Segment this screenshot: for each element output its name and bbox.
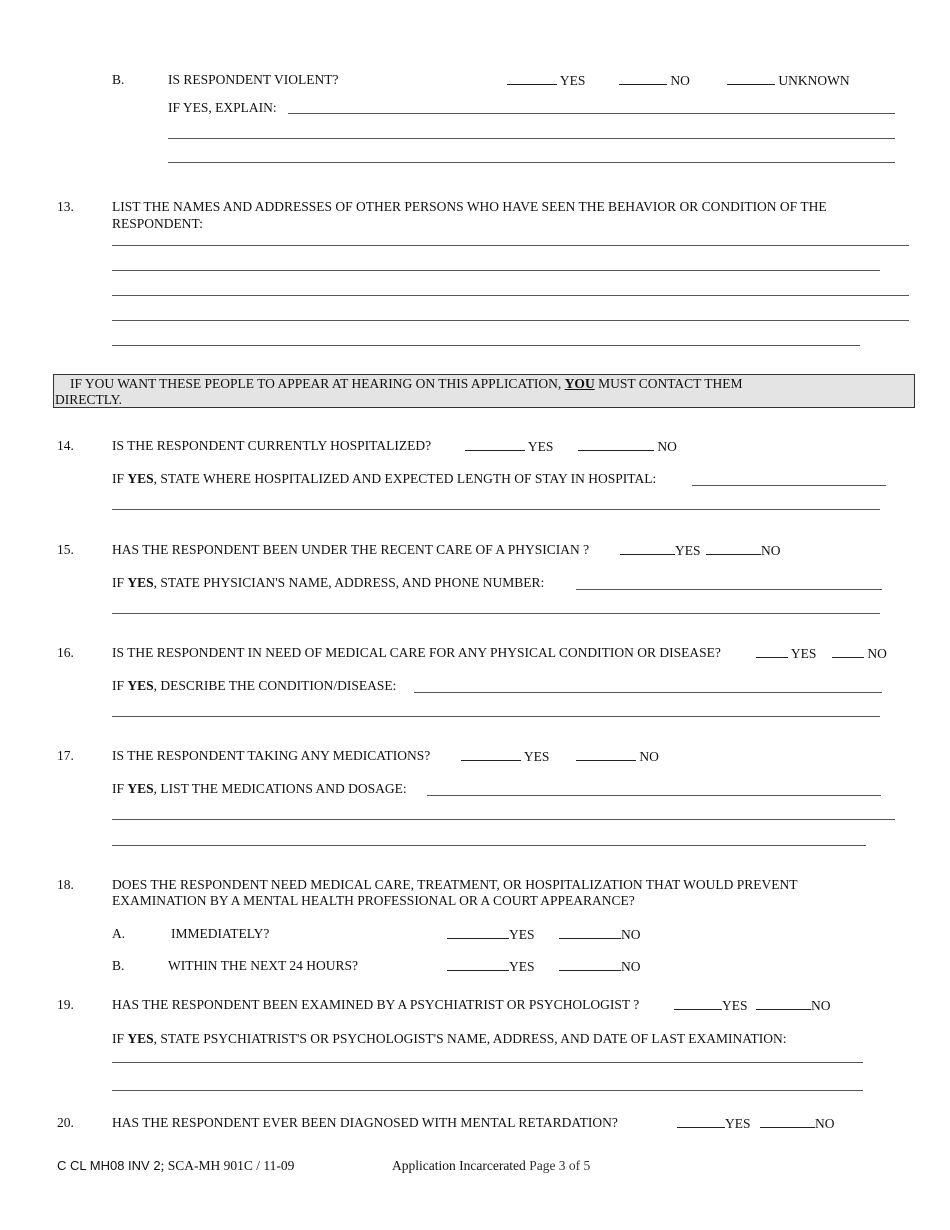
q19-number: 19. — [57, 997, 74, 1012]
q14-yes-label: YES — [527, 439, 554, 454]
q15-yes-blank[interactable] — [620, 542, 675, 555]
contact-notice-box — [53, 374, 915, 408]
q19-question: HAS THE RESPONDENT BEEN EXAMINED BY A PSYCHIATRIST OR PSYCHOLOGIST ? — [112, 997, 640, 1012]
q19-yes-blank[interactable] — [674, 997, 722, 1010]
q13-number: 13. — [57, 199, 74, 214]
q13-answer-line-1[interactable] — [112, 245, 909, 246]
q15-followup-line[interactable] — [576, 589, 882, 590]
q18b-no-blank[interactable] — [559, 958, 621, 971]
q14-yes-option[interactable] — [465, 438, 553, 456]
q13-answer-line-2[interactable] — [112, 270, 880, 271]
q12b-explain-label: IF YES, EXPLAIN: — [168, 100, 277, 115]
q14-if-prefix: IF — [112, 471, 125, 486]
q15-yes-label: YES — [675, 543, 701, 558]
q15-answer-line[interactable] — [112, 613, 880, 614]
q14-number: 14. — [57, 438, 74, 453]
q17-no-blank[interactable] — [576, 748, 636, 761]
q14-no-option[interactable] — [578, 438, 677, 456]
q16-no-option[interactable] — [832, 645, 887, 663]
q14-question: IS THE RESPONDENT CURRENTLY HOSPITALIZED? — [112, 438, 432, 453]
q18a-no-label: NO — [621, 927, 641, 942]
q19-answer-line-1[interactable] — [112, 1062, 863, 1063]
q17-no-label: NO — [639, 749, 659, 764]
q20-yes-blank[interactable] — [677, 1115, 725, 1128]
q17-no-option[interactable] — [576, 748, 659, 766]
q12b-no-label: NO — [670, 73, 690, 88]
q16-no-blank[interactable] — [832, 645, 864, 658]
q19-followup — [112, 1031, 787, 1048]
q18a-label: IMMEDIATELY? — [171, 926, 270, 941]
q16-no-label: NO — [867, 646, 887, 661]
q15-followup — [112, 575, 544, 592]
q17-followup-text: , LIST THE MEDICATIONS AND DOSAGE: — [153, 781, 407, 796]
q15-if-yes: YES — [127, 575, 154, 590]
q12b-no-option[interactable] — [619, 72, 690, 90]
q13-answer-line-5[interactable] — [112, 345, 860, 346]
q18b-yes-label: YES — [509, 959, 535, 974]
footer-form-code: C CL MH08 INV 2 — [57, 1158, 161, 1173]
q18b-yes-blank[interactable] — [447, 958, 509, 971]
q18a-no-blank[interactable] — [559, 926, 621, 939]
q13-text-line1: LIST THE NAMES AND ADDRESSES OF OTHER PERSONS WHO HAVE SEEN THE BEHAVIOR OR CONDITION OF THE — [112, 199, 827, 214]
q19-if-yes: YES — [127, 1031, 154, 1046]
notice-line1 — [70, 376, 743, 393]
footer-form-number: ; SCA-MH 901C / 11-09 — [160, 1158, 295, 1173]
q12b-explain-line-2[interactable] — [168, 138, 895, 139]
q18a-letter: A. — [112, 926, 126, 941]
q18a-no-option[interactable] — [559, 926, 641, 944]
notice-part2: MUST CONTACT THEM — [598, 376, 743, 391]
q19-if-prefix: IF — [112, 1031, 125, 1046]
q18a-yes-blank[interactable] — [447, 926, 509, 939]
q12b-unknown-label: UNKNOWN — [778, 73, 850, 88]
q15-no-option[interactable] — [706, 542, 781, 560]
footer-page-info — [392, 1158, 590, 1175]
q17-yes-label: YES — [523, 749, 550, 764]
q20-question: HAS THE RESPONDENT EVER BEEN DIAGNOSED WITH MENTAL RETARDATION? — [112, 1115, 618, 1130]
q18b-letter: B. — [112, 958, 125, 973]
q20-yes-option[interactable] — [677, 1115, 751, 1133]
q16-yes-blank[interactable] — [756, 645, 788, 658]
q18b-label: WITHIN THE NEXT 24 HOURS? — [168, 958, 358, 973]
q19-no-blank[interactable] — [756, 997, 811, 1010]
q20-number: 20. — [57, 1115, 74, 1130]
q17-answer-line-1[interactable] — [112, 819, 895, 820]
q12b-letter: B. — [112, 72, 125, 87]
q17-if-prefix: IF — [112, 781, 125, 796]
q15-if-prefix: IF — [112, 575, 125, 590]
q20-no-blank[interactable] — [760, 1115, 815, 1128]
q15-no-label: NO — [761, 543, 781, 558]
notice-emphasis: YOU — [564, 376, 595, 391]
q20-no-label: NO — [815, 1116, 835, 1131]
q12b-yes-blank[interactable] — [507, 72, 557, 85]
q19-yes-label: YES — [722, 998, 748, 1013]
q20-no-option[interactable] — [760, 1115, 835, 1133]
q14-followup — [112, 471, 656, 488]
q15-number: 15. — [57, 542, 74, 557]
q14-if-yes: YES — [127, 471, 154, 486]
q17-yes-blank[interactable] — [461, 748, 521, 761]
q16-question: IS THE RESPONDENT IN NEED OF MEDICAL CARE FOR ANY PHYSICAL CONDITION OR DISEASE? — [112, 645, 721, 660]
q20-yes-label: YES — [725, 1116, 751, 1131]
footer-form-id — [57, 1158, 294, 1175]
q16-number: 16. — [57, 645, 74, 660]
q15-no-blank[interactable] — [706, 542, 761, 555]
q12b-unknown-blank[interactable] — [727, 72, 775, 85]
q16-followup-line[interactable] — [414, 692, 882, 693]
q12b-no-blank[interactable] — [619, 72, 667, 85]
q18-number: 18. — [57, 877, 74, 892]
q19-answer-line-2[interactable] — [112, 1090, 863, 1091]
q19-no-option[interactable] — [756, 997, 831, 1015]
q19-no-label: NO — [811, 998, 831, 1013]
q17-number: 17. — [57, 748, 74, 763]
q14-no-blank[interactable] — [578, 438, 654, 451]
q12b-explain-line[interactable] — [288, 113, 895, 114]
q18-text-line2: EXAMINATION BY A MENTAL HEALTH PROFESSIONAL OR A COURT APPEARANCE? — [112, 893, 635, 908]
q16-yes-option[interactable] — [756, 645, 816, 663]
q12b-yes-option[interactable] — [507, 72, 585, 90]
q16-if-yes: YES — [127, 678, 154, 693]
q14-yes-blank[interactable] — [465, 438, 525, 451]
notice-line2: DIRECTLY. — [55, 392, 123, 407]
q14-followup-text: , STATE WHERE HOSPITALIZED AND EXPECTED LENGTH OF STAY IN HOSPITAL: — [153, 471, 657, 486]
q14-answer-line[interactable] — [112, 509, 880, 510]
q14-followup-line[interactable] — [692, 485, 886, 486]
q18b-no-label: NO — [621, 959, 641, 974]
q16-if-prefix: IF — [112, 678, 125, 693]
q14-no-label: NO — [657, 439, 677, 454]
q17-answer-line-2[interactable] — [112, 845, 866, 846]
q19-yes-option[interactable] — [674, 997, 748, 1015]
q18a-yes-option[interactable] — [447, 926, 535, 944]
q15-followup-text: , STATE PHYSICIAN'S NAME, ADDRESS, AND PHONE NUMBER: — [153, 575, 545, 590]
q12b-explain-line-3[interactable] — [168, 162, 895, 163]
q16-answer-line[interactable] — [112, 716, 880, 717]
q15-question: HAS THE RESPONDENT BEEN UNDER THE RECENT CARE OF A PHYSICIAN ? — [112, 542, 590, 557]
q17-followup — [112, 781, 407, 798]
q12b-question: IS RESPONDENT VIOLENT? — [168, 72, 339, 87]
q19-followup-text: , STATE PSYCHIATRIST'S OR PSYCHOLOGIST'S NAME, ADDRESS, AND DATE OF LAST EXAMINATION: — [153, 1031, 787, 1046]
q18-text-line1: DOES THE RESPONDENT NEED MEDICAL CARE, TREATMENT, OR HOSPITALIZATION THAT WOULD PREVENT — [112, 877, 798, 892]
q18b-no-option[interactable] — [559, 958, 641, 976]
q16-followup — [112, 678, 396, 695]
q13-answer-line-4[interactable] — [112, 320, 909, 321]
q15-yes-option[interactable] — [620, 542, 701, 560]
notice-part1: IF YOU WANT THESE PEOPLE TO APPEAR AT HEARING ON THIS APPLICATION, — [70, 376, 562, 391]
q18b-yes-option[interactable] — [447, 958, 535, 976]
footer-page-number: Page 3 of 5 — [529, 1158, 591, 1173]
q17-followup-line[interactable] — [427, 795, 881, 796]
q12b-yes-label: YES — [559, 73, 586, 88]
q16-yes-label: YES — [790, 646, 817, 661]
q17-yes-option[interactable] — [461, 748, 549, 766]
q12b-unknown-option[interactable] — [727, 72, 850, 90]
q18a-yes-label: YES — [509, 927, 535, 942]
footer-title: Application Incarcerated — [392, 1158, 526, 1173]
q13-text-line2: RESPONDENT: — [112, 216, 203, 231]
q16-followup-text: , DESCRIBE THE CONDITION/DISEASE: — [153, 678, 397, 693]
q13-answer-line-3[interactable] — [112, 295, 909, 296]
q17-if-yes: YES — [127, 781, 154, 796]
q17-question: IS THE RESPONDENT TAKING ANY MEDICATIONS? — [112, 748, 431, 763]
